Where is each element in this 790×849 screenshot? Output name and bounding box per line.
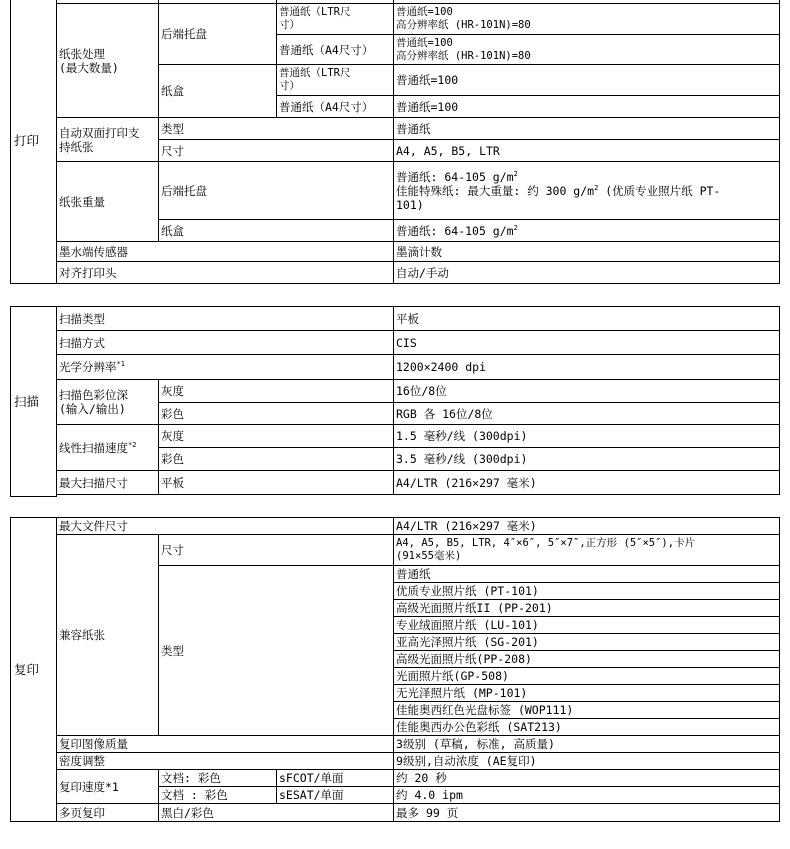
media-type-item: 佳能奥西红色光盘标签 (WOP111) <box>394 702 780 719</box>
media-type-item: 优质专业照片纸 (PT-101) <box>394 583 780 600</box>
rear-a4-type: 普通纸（A4尺寸） <box>277 35 394 65</box>
multi-copy-value: 最多 99 页 <box>394 804 780 822</box>
rear-tray-label: 后端托盘 <box>159 4 277 65</box>
depth-gray-label: 灰度 <box>159 380 394 403</box>
cas-ltr-value: 普通纸=100 <box>394 65 780 96</box>
head-align-value: 自动/手动 <box>394 262 780 284</box>
speed-gray-label: 灰度 <box>159 425 394 448</box>
duplex-size-label: 尺寸 <box>159 140 394 162</box>
weight-cassette-label: 纸盒 <box>159 220 394 242</box>
speed-color-label: 彩色 <box>159 448 394 471</box>
multi-copy-sub: 黑白/彩色 <box>159 804 394 822</box>
duplex-size-value: A4, A5, B5, LTR <box>394 140 780 162</box>
copy-spec-table <box>10 517 780 822</box>
optical-resolution-value: 1200×2400 dpi <box>394 355 780 380</box>
copy-speed-doc-2: 文档 : 彩色 <box>159 787 277 804</box>
ink-sensor-value: 墨滴计数 <box>394 242 780 262</box>
media-type-item: 佳能奥西办公色彩纸 (SAT213) <box>394 719 780 736</box>
copy-size-value: A4, A5, B5, LTR, 4″×6″, 5″×7″,正方形 (5″×5″),卡片 (91×55毫米) <box>394 535 780 566</box>
media-type-item: 普通纸 <box>394 566 780 583</box>
depth-gray-value: 16位/8位 <box>394 380 780 403</box>
duplex-label: 自动双面打印支 持纸张 <box>57 118 159 162</box>
media-type-item: 光面照片纸(GP-508) <box>394 668 780 685</box>
copy-speed-value-1: 约 20 秒 <box>394 770 780 787</box>
paper-weight-label: 纸张重量 <box>57 162 159 242</box>
max-scan-size-label: 最大扫描尺寸 <box>57 471 159 495</box>
scan-spec-table <box>10 306 780 497</box>
cas-a4-type: 普通纸（A4尺寸） <box>277 96 394 118</box>
speed-gray-value: 1.5 毫秒/线 (300dpi) <box>394 425 780 448</box>
weight-rear-value: 普通纸: 64-105 $g/m^2$ 佳能特殊纸: 最大重量: 约 300 $g/m^2$ (优质专业照片纸 PT- 101) <box>394 162 780 220</box>
paper-handling-label: 纸张处理 (最大数量) <box>57 4 159 118</box>
print-spec-table <box>10 0 780 284</box>
scan-section-label: 扫描 <box>11 307 57 497</box>
ink-sensor-label: 墨水端传感器 <box>57 242 394 262</box>
density-adjust-label: 密度调整 <box>57 753 394 770</box>
weight-rear-tray-label: 后端托盘 <box>159 162 394 220</box>
copy-speed-value-2: 约 4.0 ipm <box>394 787 780 804</box>
compatible-media-label: 兼容纸张 <box>57 535 159 736</box>
copy-section-label: 复印 <box>11 518 57 822</box>
head-align-label: 对齐打印头 <box>57 262 394 284</box>
copy-speed-doc-1: 文档: 彩色 <box>159 770 277 787</box>
weight-cassette-value: 普通纸: 64-105 $g/m^2$ <box>394 220 780 242</box>
speed-color-value: 3.5 毫秒/线 (300dpi) <box>394 448 780 471</box>
scan-method-label: 扫描方式 <box>57 331 394 355</box>
copy-type-label: 类型 <box>159 566 394 736</box>
rear-ltr-value: 普通纸=100 高分辨率纸 (HR-101N)=80 <box>394 4 780 35</box>
max-doc-size-label: 最大文件尺寸 <box>57 518 394 535</box>
copy-speed-mode-1: sFCOT/单面 <box>277 770 394 787</box>
scan-type-label: 扫描类型 <box>57 307 394 331</box>
duplex-type-label: 类型 <box>159 118 394 140</box>
copy-speed-mode-2: sESAT/单面 <box>277 787 394 804</box>
depth-color-label: 彩色 <box>159 403 394 425</box>
media-type-item: 高级光面照片纸II (PP-201) <box>394 600 780 617</box>
print-section-label: 打印 <box>11 0 57 284</box>
scan-type-value: 平板 <box>394 307 780 331</box>
multi-copy-label: 多页复印 <box>57 804 159 822</box>
scan-method-value: CIS <box>394 331 780 355</box>
max-doc-size-value: A4/LTR (216×297 毫米) <box>394 518 780 535</box>
media-type-item: 高级光面照片纸(PP-208) <box>394 651 780 668</box>
cas-ltr-type: 普通纸（LTR尺 寸） <box>277 65 394 96</box>
density-adjust-value: 9级别,自动浓度 (AE复印) <box>394 753 780 770</box>
copy-speed-label: 复印速度*1 <box>57 770 159 804</box>
media-type-item: 无光泽照片纸 (MP-101) <box>394 685 780 702</box>
optical-resolution-label: 光学分辨率$^{*1}$ <box>57 355 394 380</box>
depth-color-value: RGB 各 16位/8位 <box>394 403 780 425</box>
cas-a4-value: 普通纸=100 <box>394 96 780 118</box>
media-type-item: 亚高光泽照片纸 (SG-201) <box>394 634 780 651</box>
cassette-label: 纸盒 <box>159 65 277 118</box>
max-scan-size-sub: 平板 <box>159 471 394 495</box>
rear-a4-value: 普通纸=100 高分辨率纸 (HR-101N)=80 <box>394 35 780 65</box>
max-scan-size-value: A4/LTR (216×297 毫米) <box>394 471 780 495</box>
line-scan-speed-label: 线性扫描速度$^{*2}$ <box>57 425 159 471</box>
copy-quality-value: 3级别 (草稿, 标准, 高质量) <box>394 736 780 753</box>
color-depth-label: 扫描色彩位深 (输入/输出) <box>57 380 159 425</box>
media-type-item: 专业绒面照片纸 (LU-101) <box>394 617 780 634</box>
duplex-type-value: 普通纸 <box>394 118 780 140</box>
copy-quality-label: 复印图像质量 <box>57 736 394 753</box>
copy-size-label: 尺寸 <box>159 535 394 566</box>
rear-ltr-type: 普通纸（LTR尺 寸） <box>277 4 394 35</box>
